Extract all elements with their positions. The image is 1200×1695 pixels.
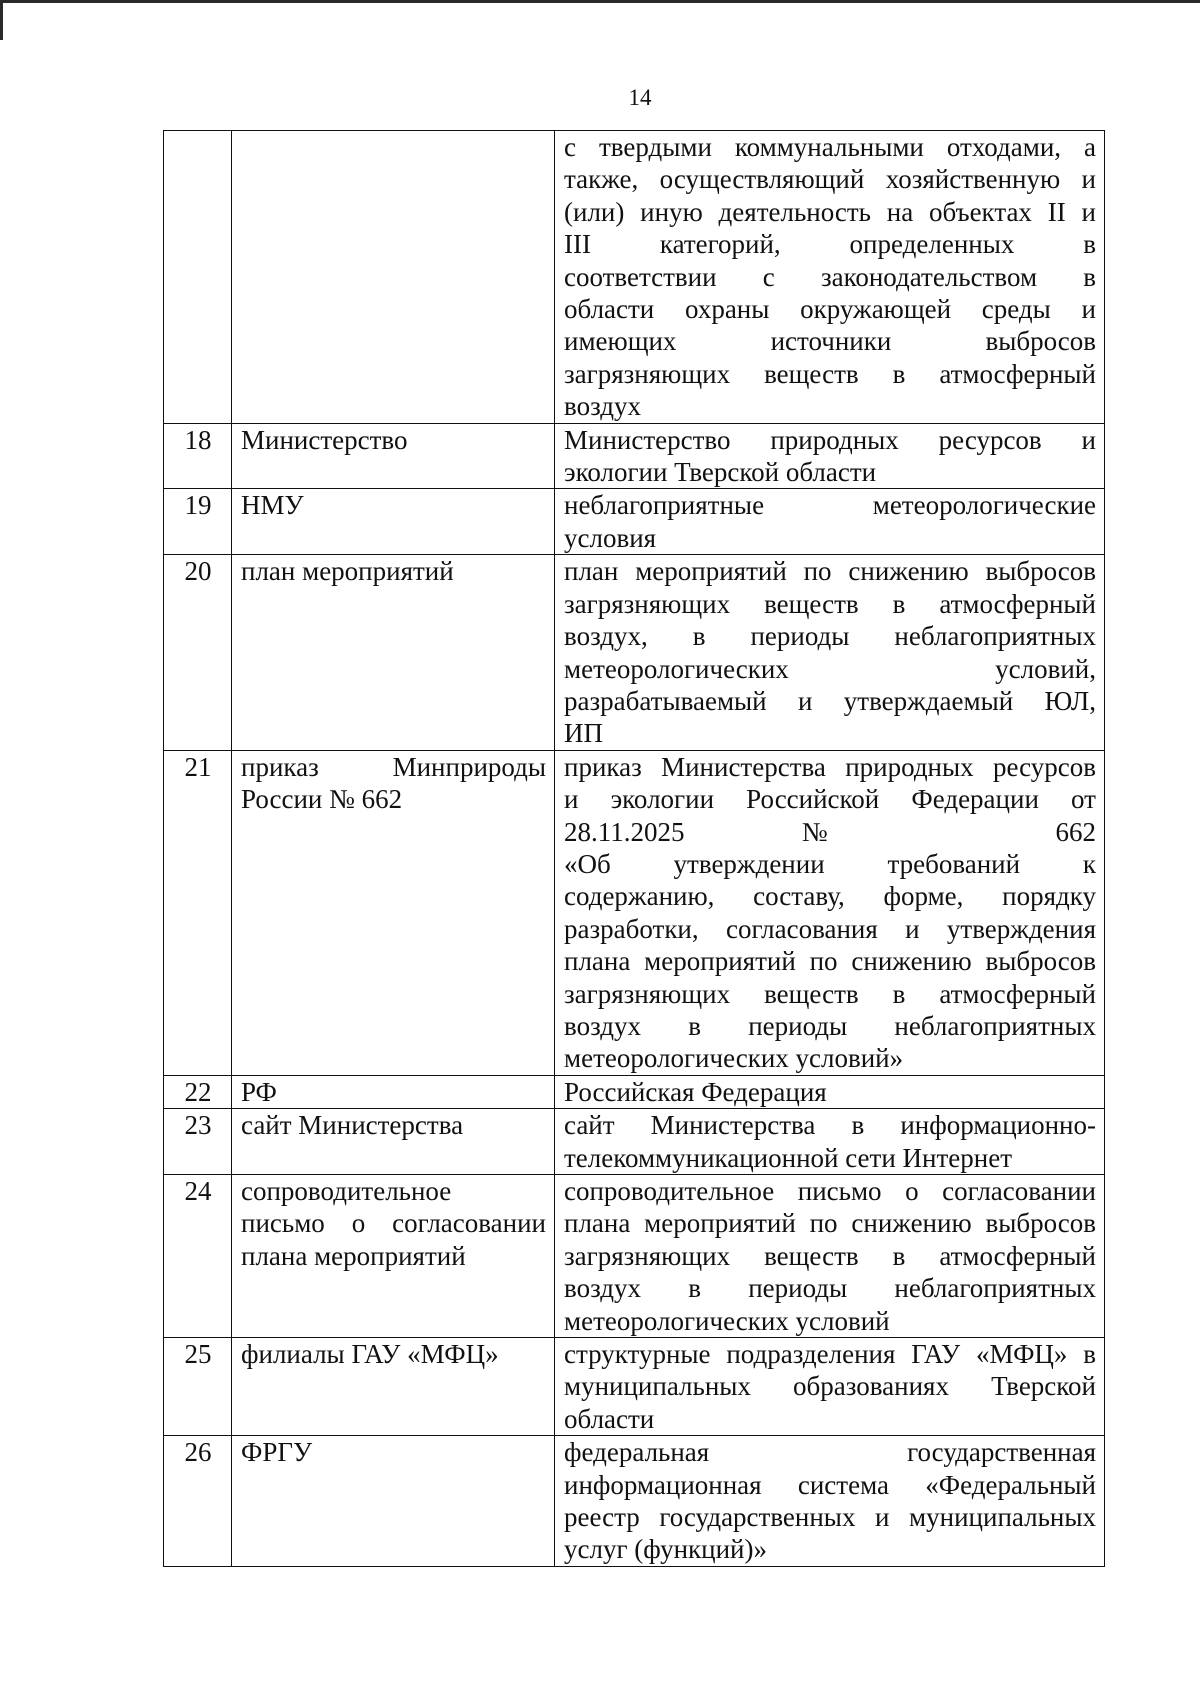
term-line: РФ bbox=[241, 1076, 277, 1107]
term-line: сопроводительное bbox=[241, 1176, 452, 1206]
term-cell bbox=[232, 555, 555, 750]
definition-line: загрязняющих веществ в атмосферный bbox=[564, 358, 1096, 389]
definition-line: плана мероприятий по снижению выбросов bbox=[564, 1208, 1096, 1239]
abbreviations-table-body bbox=[164, 131, 1105, 1567]
definition-line: плана мероприятий по снижению выбросов bbox=[564, 946, 1096, 977]
term-line: сайт Министерства bbox=[241, 1110, 464, 1141]
definition-line: воздух bbox=[564, 391, 641, 422]
table-row bbox=[164, 1075, 1105, 1108]
definition-line: III категорий, определенных в bbox=[564, 229, 1096, 260]
definition-line: приказ Министерства природных ресурсов bbox=[564, 751, 1096, 782]
definition-line: федеральная государственная bbox=[564, 1437, 1096, 1468]
definition-line: разработки, согласования и утверждения bbox=[564, 913, 1096, 944]
table-row bbox=[164, 750, 1105, 1075]
term-cell bbox=[232, 750, 555, 1075]
row-number bbox=[164, 131, 232, 424]
row-number: 25 bbox=[164, 1338, 232, 1436]
definition-line: ИП bbox=[564, 718, 603, 749]
definition-cell bbox=[555, 423, 1105, 489]
definition-line: план мероприятий по снижению выбросов bbox=[564, 556, 1096, 587]
term-cell bbox=[232, 1175, 555, 1338]
table-row bbox=[164, 1109, 1105, 1175]
definition-line: 28.11.2025 № 662 bbox=[564, 816, 1096, 847]
term-cell bbox=[232, 1338, 555, 1436]
term-line: России № 662 bbox=[241, 784, 403, 815]
term-line: ФРГУ bbox=[241, 1437, 313, 1468]
definition-line: области bbox=[564, 1403, 655, 1434]
term-line: план мероприятий bbox=[241, 556, 454, 587]
definition-line: соответствии с законодательством в bbox=[564, 261, 1096, 292]
definition-cell bbox=[555, 1175, 1105, 1338]
term-line: приказ Минприроды bbox=[241, 751, 546, 782]
term-line: плана мероприятий bbox=[241, 1240, 466, 1271]
definition-line: информационная система «Федеральный bbox=[564, 1469, 1096, 1500]
definition-line: «Об утверждении требований к bbox=[564, 848, 1096, 879]
definition-line: также, осуществляющий хозяйственную и bbox=[564, 164, 1096, 195]
table-row bbox=[164, 423, 1105, 489]
table-row bbox=[164, 1175, 1105, 1338]
definition-cell bbox=[555, 131, 1105, 424]
definition-cell bbox=[555, 1338, 1105, 1436]
term-cell bbox=[232, 423, 555, 489]
definition-line: метеорологических условий» bbox=[564, 1043, 904, 1074]
row-number: 24 bbox=[164, 1175, 232, 1338]
definition-line: сайт Министерства в информационно- bbox=[564, 1110, 1096, 1141]
row-number: 19 bbox=[164, 489, 232, 555]
row-number: 20 bbox=[164, 555, 232, 750]
definition-line: воздух в периоды неблагоприятных bbox=[564, 1010, 1096, 1041]
definition-line: содержанию, составу, форме, порядку bbox=[564, 881, 1096, 912]
definition-line: области охраны окружающей среды и bbox=[564, 294, 1096, 325]
definition-cell bbox=[555, 1436, 1105, 1567]
definition-line: муниципальных образованиях Тверской bbox=[564, 1371, 1096, 1402]
definition-line: разрабатываемый и утверждаемый ЮЛ, bbox=[564, 685, 1096, 716]
definition-line: метеорологических условий bbox=[564, 1305, 890, 1336]
table-row bbox=[164, 131, 1105, 424]
term-line: филиалы ГАУ «МФЦ» bbox=[241, 1339, 499, 1370]
table-row bbox=[164, 489, 1105, 555]
definition-line: метеорологических условий, bbox=[564, 653, 1096, 684]
definition-line: услуг (функций)» bbox=[564, 1534, 768, 1565]
term-cell bbox=[232, 1109, 555, 1175]
definition-cell bbox=[555, 750, 1105, 1075]
definition-line: реестр государственных и муниципальных bbox=[564, 1502, 1096, 1533]
term-cell bbox=[232, 1436, 555, 1567]
row-number: 21 bbox=[164, 750, 232, 1075]
term-line: письмо о согласовании bbox=[241, 1208, 546, 1239]
definition-line: с твердыми коммунальными отходами, а bbox=[564, 132, 1096, 162]
definition-line: воздух, в периоды неблагоприятных bbox=[564, 621, 1096, 652]
row-number: 26 bbox=[164, 1436, 232, 1567]
table-row bbox=[164, 1338, 1105, 1436]
term-cell bbox=[232, 1075, 555, 1108]
page-number: 14 bbox=[628, 85, 652, 110]
table-row bbox=[164, 555, 1105, 750]
term-cell bbox=[232, 489, 555, 555]
definition-line: структурные подразделения ГАУ «МФЦ» в bbox=[564, 1339, 1096, 1370]
definition-line: воздух в периоды неблагоприятных bbox=[564, 1273, 1096, 1304]
definition-line: Министерство природных ресурсов и bbox=[564, 424, 1096, 455]
term-line: НМУ bbox=[241, 490, 304, 521]
definition-line: загрязняющих веществ в атмосферный bbox=[564, 588, 1096, 619]
term-cell bbox=[232, 131, 555, 424]
definition-line: загрязняющих веществ в атмосферный bbox=[564, 978, 1096, 1009]
definition-line: (или) иную деятельность на объектах II и bbox=[564, 196, 1096, 227]
definition-cell bbox=[555, 489, 1105, 555]
definition-line: экологии Тверской области bbox=[564, 457, 877, 488]
definition-line: телекоммуникационной сети Интернет bbox=[564, 1142, 1012, 1173]
definition-cell bbox=[555, 555, 1105, 750]
definition-line: Российская Федерация bbox=[564, 1076, 827, 1107]
definition-line: имеющих источники выбросов bbox=[564, 326, 1096, 357]
scan-edge-top bbox=[0, 0, 1200, 3]
table-row bbox=[164, 1436, 1105, 1567]
definition-line: условия bbox=[564, 522, 657, 553]
row-number: 18 bbox=[164, 423, 232, 489]
definition-cell bbox=[555, 1109, 1105, 1175]
row-number: 22 bbox=[164, 1075, 232, 1108]
definition-cell bbox=[555, 1075, 1105, 1108]
definition-line: неблагоприятные метеорологические bbox=[564, 490, 1096, 521]
definition-line: и экологии Российской Федерации от bbox=[564, 784, 1096, 815]
definition-line: загрязняющих веществ в атмосферный bbox=[564, 1240, 1096, 1271]
definition-line: сопроводительное письмо о согласовании bbox=[564, 1176, 1096, 1206]
abbreviations-table bbox=[163, 130, 1105, 1567]
scan-edge-left bbox=[0, 0, 3, 40]
row-number: 23 bbox=[164, 1109, 232, 1175]
term-line: Министерство bbox=[241, 424, 408, 455]
